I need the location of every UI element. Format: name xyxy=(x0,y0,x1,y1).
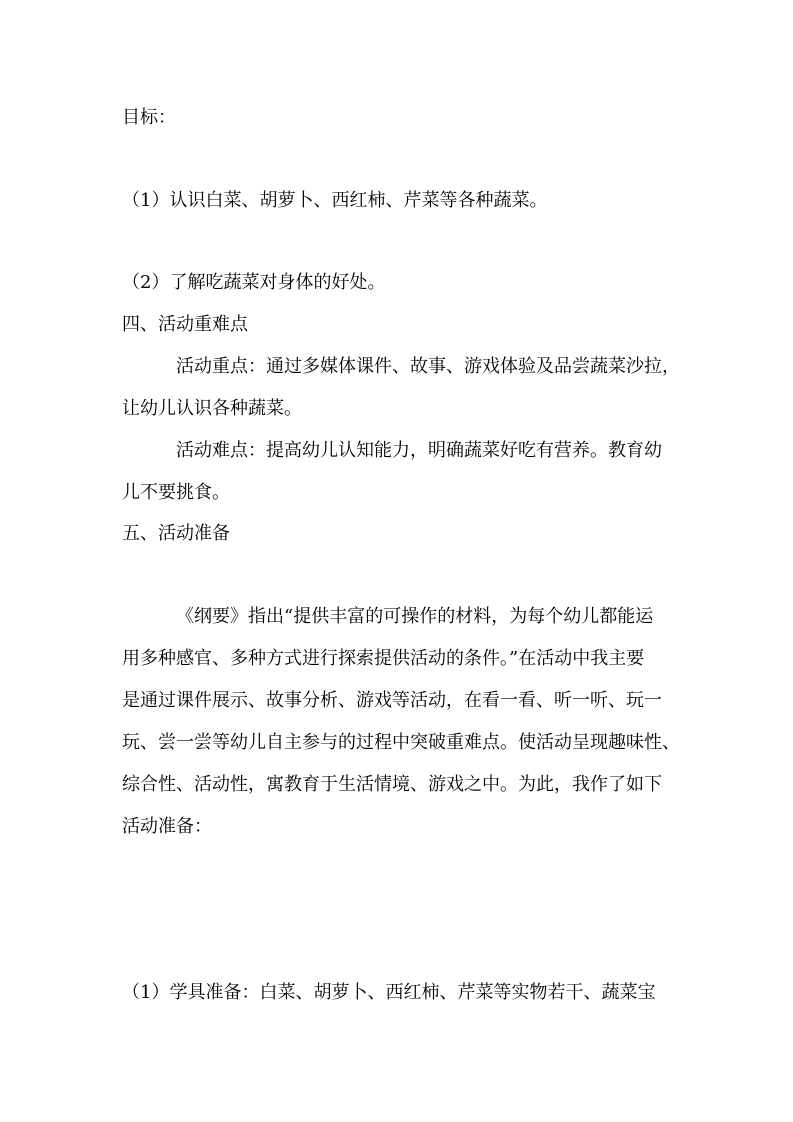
section-heading-key-points: 四、活动重难点 xyxy=(122,314,248,335)
preparation-paragraph-line-4: 玩、尝一尝等幼儿自主参与的过程中突破重难点。使活动呈现趣味性、 xyxy=(122,732,680,753)
key-point-line-2: 让幼儿认识各种蔬菜。 xyxy=(122,398,302,419)
goal-heading: 目标： xyxy=(122,107,176,128)
preparation-paragraph-line-6: 活动准备： xyxy=(122,816,212,837)
goal-item-1: （1）认识白菜、胡萝卜、西红柿、芹菜等各种蔬菜。 xyxy=(122,190,548,211)
key-point-line-1: 活动重点：通过多媒体课件、故事、游戏体验及品尝蔬菜沙拉， xyxy=(176,356,680,377)
preparation-paragraph-line-2: 用多种感官、多种方式进行探索提供活动的条件。”在活动中我主要 xyxy=(122,648,645,669)
preparation-paragraph-line-1: 《纲要》指出“提供丰富的可操作的材料，为每个幼儿都能运 xyxy=(176,606,654,627)
section-heading-preparation: 五、活动准备 xyxy=(122,523,230,544)
materials-item-1: （1）学具准备：白菜、胡萝卜、西红柿、芹菜等实物若干、蔬菜宝 xyxy=(122,982,656,1003)
goal-item-2: （2）了解吃蔬菜对身体的好处。 xyxy=(122,272,386,293)
difficulty-line-1: 活动难点：提高幼儿认知能力，明确蔬菜好吃有营养。教育幼 xyxy=(176,440,662,461)
difficulty-line-2: 儿不要挑食。 xyxy=(122,482,230,503)
preparation-paragraph-line-5: 综合性、活动性，寓教育于生活情境、游戏之中。为此，我作了如下 xyxy=(122,774,662,795)
preparation-paragraph-line-3: 是通过课件展示、故事分析、游戏等活动，在看一看、听一听、玩一 xyxy=(122,690,662,711)
